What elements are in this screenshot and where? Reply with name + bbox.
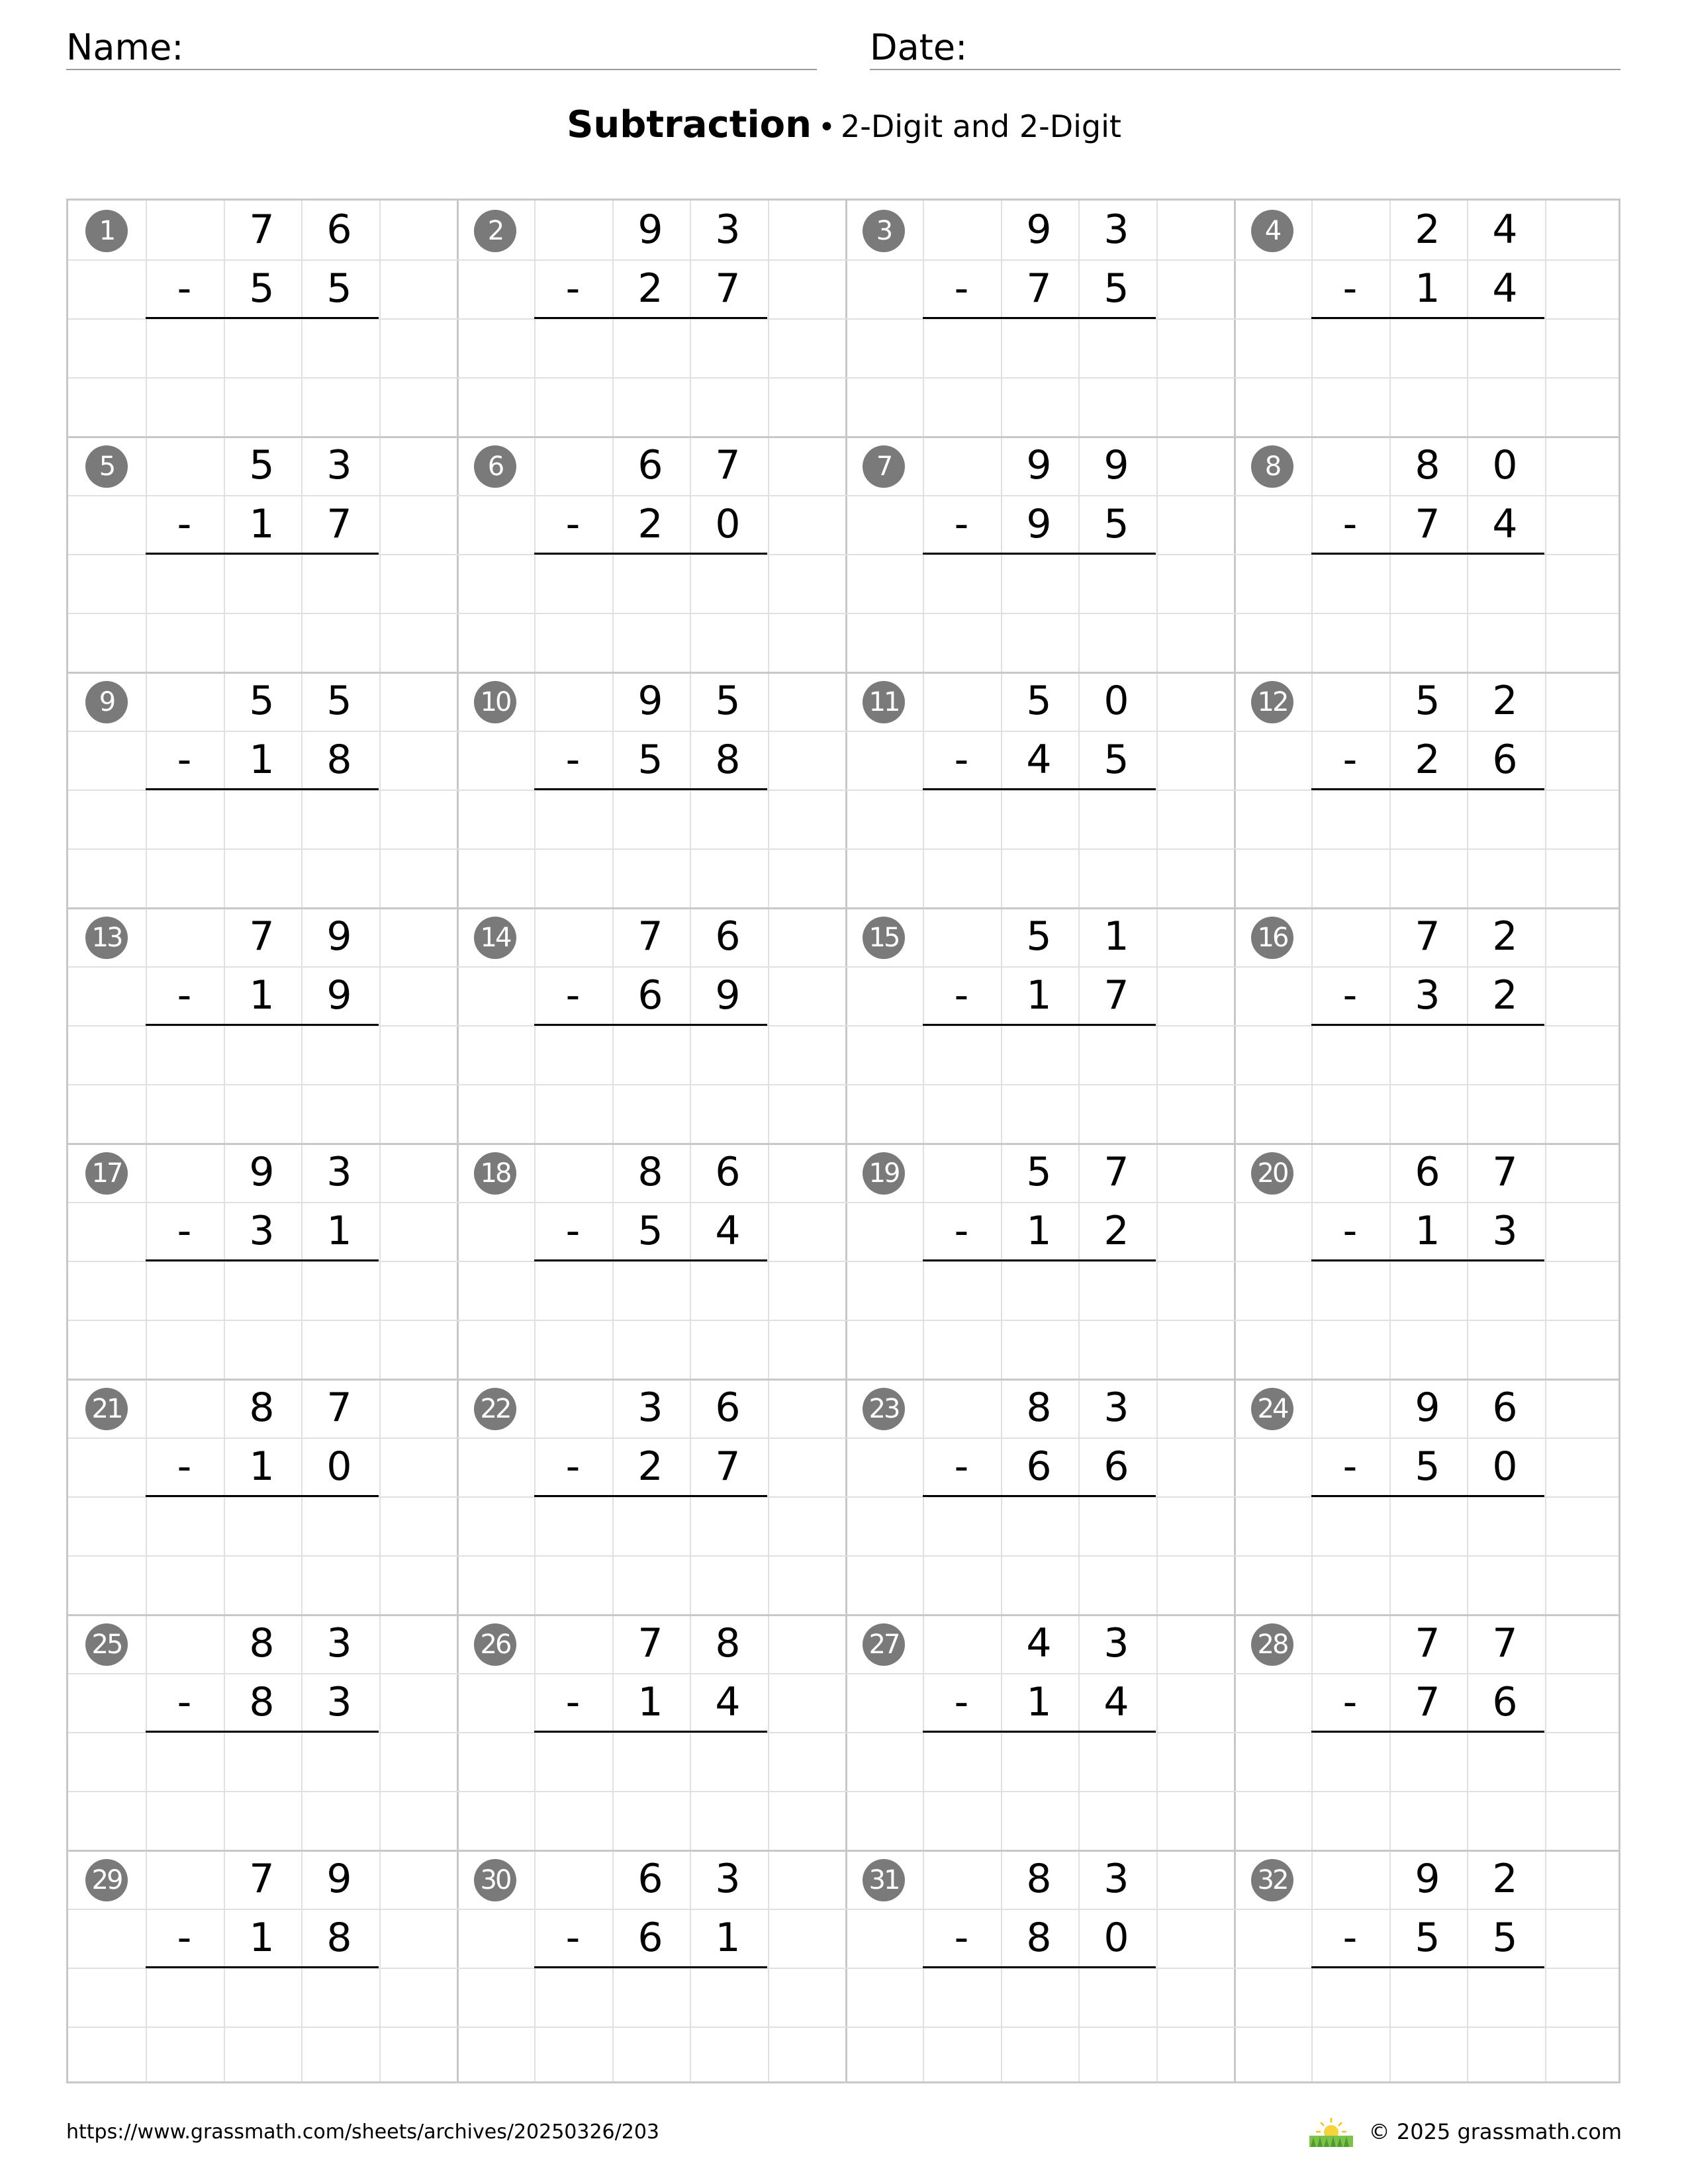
subtrahend-tens-digit: 2 — [1415, 737, 1440, 783]
minuend-ones-digit: 3 — [1103, 1620, 1129, 1666]
subtrahend-tens-digit: 1 — [249, 1443, 275, 1490]
minus-sign: - — [954, 501, 969, 547]
subtrahend-tens-digit: 7 — [1026, 265, 1052, 312]
minuend-tens-digit: 6 — [637, 1856, 663, 1902]
subtrahend-ones-digit: 0 — [1492, 1443, 1518, 1490]
subtrahend-ones-digit: 0 — [1103, 1915, 1129, 1961]
subtrahend-ones-digit: 9 — [715, 972, 741, 1019]
answer-line — [146, 788, 379, 790]
subtrahend-ones-digit: 4 — [715, 1679, 741, 1725]
minuend-ones-digit: 9 — [1103, 442, 1129, 488]
name-label: Name: — [66, 26, 184, 68]
minus-sign: - — [565, 265, 581, 312]
subtrahend-tens-digit: 5 — [249, 265, 275, 312]
subtrahend-tens-digit: 1 — [249, 501, 275, 547]
subtrahend-ones-digit: 7 — [715, 265, 741, 312]
answer-line — [146, 1495, 379, 1497]
subtrahend-tens-digit: 2 — [637, 501, 663, 547]
problem — [457, 1850, 845, 2085]
subtrahend-ones-digit: 1 — [715, 1915, 741, 1961]
minuend-ones-digit: 7 — [715, 442, 741, 488]
minuend-ones-digit: 6 — [1492, 1385, 1518, 1431]
problem-number-badge: 18 — [474, 1152, 516, 1195]
problem-number-badge: 10 — [474, 681, 516, 723]
minus-sign: - — [565, 1443, 581, 1490]
problem — [1234, 672, 1622, 907]
minuend-ones-digit: 5 — [326, 678, 352, 724]
problem-number-badge: 25 — [85, 1623, 128, 1666]
subtrahend-tens-digit: 5 — [1415, 1915, 1440, 1961]
copyright: © 2025 grassmath.com — [1368, 2119, 1622, 2144]
subtrahend-ones-digit: 1 — [326, 1208, 352, 1254]
answer-line — [146, 317, 379, 319]
minuend-tens-digit: 9 — [1415, 1856, 1440, 1902]
minuend-ones-digit: 6 — [715, 1385, 741, 1431]
minus-sign: - — [954, 737, 969, 783]
problem — [1234, 1614, 1622, 1850]
minus-sign: - — [1342, 265, 1358, 312]
minuend-ones-digit: 7 — [326, 1385, 352, 1431]
subtrahend-ones-digit: 7 — [326, 501, 352, 547]
minuend-tens-digit: 2 — [1415, 206, 1440, 253]
problem — [1234, 1379, 1622, 1614]
minus-sign: - — [177, 1915, 192, 1961]
minuend-ones-digit: 3 — [715, 206, 741, 253]
problem — [68, 907, 457, 1143]
name-field[interactable] — [66, 24, 817, 70]
subtrahend-tens-digit: 1 — [1415, 265, 1440, 312]
minuend-tens-digit: 7 — [1415, 913, 1440, 960]
subtrahend-tens-digit: 1 — [249, 1915, 275, 1961]
problem — [457, 1143, 845, 1379]
minuend-tens-digit: 5 — [1026, 913, 1052, 960]
minus-sign: - — [177, 737, 192, 783]
subtrahend-ones-digit: 5 — [1103, 265, 1129, 312]
minuend-tens-digit: 9 — [1026, 442, 1052, 488]
answer-line — [1311, 788, 1544, 790]
subtrahend-tens-digit: 8 — [1026, 1915, 1052, 1961]
minus-sign: - — [1342, 1208, 1358, 1254]
problem-number-badge: 9 — [85, 681, 128, 723]
answer-line — [923, 788, 1156, 790]
answer-line — [923, 1259, 1156, 1261]
minus-sign: - — [1342, 1679, 1358, 1725]
minuend-tens-digit: 5 — [1415, 678, 1440, 724]
subtrahend-ones-digit: 5 — [1103, 737, 1129, 783]
problem-number-badge: 3 — [863, 210, 905, 252]
subtrahend-ones-digit: 6 — [1492, 737, 1518, 783]
problem-number-badge: 28 — [1251, 1623, 1293, 1666]
minuend-ones-digit: 3 — [1103, 1856, 1129, 1902]
subtrahend-tens-digit: 2 — [637, 1443, 663, 1490]
subtrahend-tens-digit: 1 — [1415, 1208, 1440, 1254]
subtrahend-tens-digit: 6 — [637, 972, 663, 1019]
minus-sign: - — [565, 1208, 581, 1254]
worksheet-title — [0, 103, 1688, 146]
minuend-ones-digit: 6 — [326, 206, 352, 253]
problem-number-badge: 6 — [474, 445, 516, 488]
problem — [68, 436, 457, 672]
problem-number-badge: 31 — [863, 1859, 905, 1901]
minus-sign: - — [954, 1915, 969, 1961]
answer-line — [923, 317, 1156, 319]
minuend-ones-digit: 3 — [715, 1856, 741, 1902]
subtrahend-tens-digit: 7 — [1415, 501, 1440, 547]
answer-line — [146, 1731, 379, 1733]
problem — [457, 436, 845, 672]
problem — [845, 1143, 1234, 1379]
subtrahend-tens-digit: 6 — [637, 1915, 663, 1961]
problem — [457, 1614, 845, 1850]
problem-number-badge: 13 — [85, 917, 128, 959]
subtrahend-ones-digit: 0 — [326, 1443, 352, 1490]
problem-number-badge: 20 — [1251, 1152, 1293, 1195]
minuend-tens-digit: 9 — [637, 206, 663, 253]
minuend-tens-digit: 5 — [249, 678, 275, 724]
subtrahend-ones-digit: 3 — [1492, 1208, 1518, 1254]
problem — [845, 436, 1234, 672]
minuend-ones-digit: 3 — [326, 1620, 352, 1666]
minus-sign: - — [954, 1208, 969, 1254]
minuend-tens-digit: 5 — [249, 442, 275, 488]
subtrahend-ones-digit: 8 — [715, 737, 741, 783]
problem-number-badge: 7 — [863, 445, 905, 488]
minus-sign: - — [1342, 501, 1358, 547]
answer-line — [1311, 1024, 1544, 1026]
subtrahend-ones-digit: 9 — [326, 972, 352, 1019]
minus-sign: - — [954, 1443, 969, 1490]
problem-number-badge: 11 — [863, 681, 905, 723]
problem — [457, 1379, 845, 1614]
minuend-ones-digit: 2 — [1492, 1856, 1518, 1902]
problem-number-badge: 32 — [1251, 1859, 1293, 1901]
minuend-ones-digit: 9 — [326, 1856, 352, 1902]
minus-sign: - — [565, 501, 581, 547]
subtrahend-ones-digit: 8 — [326, 737, 352, 783]
title-main: Subtraction — [567, 103, 812, 146]
problem — [68, 672, 457, 907]
answer-line — [923, 1024, 1156, 1026]
answer-line — [534, 788, 767, 790]
answer-line — [923, 1495, 1156, 1497]
problem — [68, 201, 457, 436]
problem-number-badge: 17 — [85, 1152, 128, 1195]
subtrahend-tens-digit: 5 — [637, 1208, 663, 1254]
subtrahend-ones-digit: 2 — [1103, 1208, 1129, 1254]
subtrahend-ones-digit: 3 — [326, 1679, 352, 1725]
problem-number-badge: 8 — [1251, 445, 1293, 488]
minus-sign: - — [177, 972, 192, 1019]
problem-number-badge: 30 — [474, 1859, 516, 1901]
minuend-tens-digit: 7 — [637, 913, 663, 960]
subtrahend-tens-digit: 1 — [1026, 1679, 1052, 1725]
subtrahend-ones-digit: 8 — [326, 1915, 352, 1961]
footer-url: https://www.grassmath.com/sheets/archives/20250326/203 — [66, 2120, 660, 2144]
minuend-tens-digit: 7 — [1415, 1620, 1440, 1666]
problem — [1234, 436, 1622, 672]
subtrahend-ones-digit: 6 — [1492, 1679, 1518, 1725]
problem — [68, 1614, 457, 1850]
minuend-tens-digit: 7 — [249, 913, 275, 960]
subtrahend-tens-digit: 8 — [249, 1679, 275, 1725]
subtrahend-ones-digit: 4 — [1103, 1679, 1129, 1725]
problem-number-badge: 24 — [1251, 1388, 1293, 1430]
minuend-tens-digit: 6 — [1415, 1149, 1440, 1195]
minuend-tens-digit: 8 — [1026, 1856, 1052, 1902]
subtrahend-tens-digit: 1 — [637, 1679, 663, 1725]
problem-number-badge: 27 — [863, 1623, 905, 1666]
title-separator: • — [818, 111, 835, 144]
problem-number-badge: 19 — [863, 1152, 905, 1195]
minuend-ones-digit: 6 — [715, 1149, 741, 1195]
answer-line — [534, 553, 767, 555]
minus-sign: - — [177, 1443, 192, 1490]
minuend-ones-digit: 9 — [326, 913, 352, 960]
answer-line — [146, 1024, 379, 1026]
problem — [68, 1143, 457, 1379]
answer-line — [534, 1024, 767, 1026]
minus-sign: - — [565, 1915, 581, 1961]
problem — [68, 1850, 457, 2085]
problem-number-badge: 5 — [85, 445, 128, 488]
minuend-ones-digit: 3 — [1103, 206, 1129, 253]
minuend-ones-digit: 0 — [1492, 442, 1518, 488]
answer-line — [534, 1259, 767, 1261]
minuend-tens-digit: 9 — [637, 678, 663, 724]
problem — [845, 1379, 1234, 1614]
subtrahend-tens-digit: 1 — [249, 972, 275, 1019]
minus-sign: - — [954, 265, 969, 312]
problem-number-badge: 14 — [474, 917, 516, 959]
minuend-ones-digit: 7 — [1103, 1149, 1129, 1195]
minuend-ones-digit: 1 — [1103, 913, 1129, 960]
subtrahend-tens-digit: 4 — [1026, 737, 1052, 783]
subtrahend-ones-digit: 5 — [1492, 1915, 1518, 1961]
problem — [1234, 1143, 1622, 1379]
footer-brand — [1308, 2115, 1622, 2148]
subtrahend-ones-digit: 0 — [715, 501, 741, 547]
minuend-ones-digit: 2 — [1492, 913, 1518, 960]
answer-line — [534, 1966, 767, 1968]
problem-number-badge: 2 — [474, 210, 516, 252]
minuend-tens-digit: 8 — [249, 1620, 275, 1666]
answer-line — [923, 1966, 1156, 1968]
answer-line — [1311, 317, 1544, 319]
subtrahend-ones-digit: 2 — [1492, 972, 1518, 1019]
minuend-tens-digit: 5 — [1026, 678, 1052, 724]
problem — [457, 907, 845, 1143]
minus-sign: - — [177, 265, 192, 312]
minus-sign: - — [565, 972, 581, 1019]
minus-sign: - — [954, 1679, 969, 1725]
minuend-tens-digit: 9 — [1415, 1385, 1440, 1431]
problem-number-badge: 21 — [85, 1388, 128, 1430]
problem-number-badge: 23 — [863, 1388, 905, 1430]
subtrahend-tens-digit: 6 — [1026, 1443, 1052, 1490]
answer-line — [534, 317, 767, 319]
minuend-tens-digit: 4 — [1026, 1620, 1052, 1666]
minuend-ones-digit: 8 — [715, 1620, 741, 1666]
problem — [457, 201, 845, 436]
minuend-tens-digit: 9 — [1026, 206, 1052, 253]
problem-number-badge: 26 — [474, 1623, 516, 1666]
minuend-tens-digit: 6 — [637, 442, 663, 488]
minus-sign: - — [177, 501, 192, 547]
minus-sign: - — [565, 1679, 581, 1725]
answer-line — [146, 1259, 379, 1261]
problem-number-badge: 16 — [1251, 917, 1293, 959]
subtrahend-ones-digit: 5 — [326, 265, 352, 312]
subtrahend-ones-digit: 7 — [715, 1443, 741, 1490]
minuend-tens-digit: 9 — [249, 1149, 275, 1195]
answer-line — [1311, 1259, 1544, 1261]
minuend-tens-digit: 5 — [1026, 1149, 1052, 1195]
grass-sun-logo-icon — [1308, 2115, 1354, 2148]
minuend-ones-digit: 7 — [1492, 1149, 1518, 1195]
problem-number-badge: 22 — [474, 1388, 516, 1430]
problem — [68, 1379, 457, 1614]
problem — [1234, 201, 1622, 436]
minuend-ones-digit: 3 — [1103, 1385, 1129, 1431]
subtrahend-ones-digit: 4 — [715, 1208, 741, 1254]
minus-sign: - — [954, 972, 969, 1019]
problem — [845, 1850, 1234, 2085]
date-field[interactable] — [870, 24, 1620, 70]
minuend-tens-digit: 8 — [1415, 442, 1440, 488]
subtrahend-tens-digit: 5 — [1415, 1443, 1440, 1490]
minuend-tens-digit: 7 — [249, 206, 275, 253]
minus-sign: - — [1342, 1915, 1358, 1961]
problem — [457, 672, 845, 907]
subtrahend-tens-digit: 1 — [1026, 972, 1052, 1019]
problem — [845, 672, 1234, 907]
minus-sign: - — [1342, 1443, 1358, 1490]
subtrahend-ones-digit: 4 — [1492, 501, 1518, 547]
problem-number-badge: 12 — [1251, 681, 1293, 723]
minuend-tens-digit: 8 — [249, 1385, 275, 1431]
subtrahend-ones-digit: 5 — [1103, 501, 1129, 547]
minuend-ones-digit: 7 — [1492, 1620, 1518, 1666]
minuend-ones-digit: 3 — [326, 1149, 352, 1195]
problem-number-badge: 15 — [863, 917, 905, 959]
subtrahend-ones-digit: 7 — [1103, 972, 1129, 1019]
subtrahend-ones-digit: 6 — [1103, 1443, 1129, 1490]
answer-line — [146, 1966, 379, 1968]
date-label: Date: — [870, 26, 968, 68]
subtrahend-tens-digit: 1 — [249, 737, 275, 783]
problem — [845, 201, 1234, 436]
minuend-tens-digit: 3 — [637, 1385, 663, 1431]
minuend-ones-digit: 2 — [1492, 678, 1518, 724]
problem — [845, 1614, 1234, 1850]
subtrahend-tens-digit: 9 — [1026, 501, 1052, 547]
answer-line — [1311, 1966, 1544, 1968]
minuend-ones-digit: 0 — [1103, 678, 1129, 724]
answer-line — [923, 1731, 1156, 1733]
minus-sign: - — [565, 737, 581, 783]
subtrahend-tens-digit: 3 — [249, 1208, 275, 1254]
subtrahend-tens-digit: 7 — [1415, 1679, 1440, 1725]
minuend-tens-digit: 8 — [1026, 1385, 1052, 1431]
minuend-ones-digit: 4 — [1492, 206, 1518, 253]
subtrahend-tens-digit: 2 — [637, 265, 663, 312]
subtrahend-tens-digit: 3 — [1415, 972, 1440, 1019]
minuend-tens-digit: 8 — [637, 1149, 663, 1195]
problem-number-badge: 1 — [85, 210, 128, 252]
problem-grid — [66, 199, 1620, 2083]
subtrahend-tens-digit: 1 — [1026, 1208, 1052, 1254]
problem — [845, 907, 1234, 1143]
answer-line — [534, 1495, 767, 1497]
minus-sign: - — [1342, 972, 1358, 1019]
minus-sign: - — [177, 1679, 192, 1725]
answer-line — [1311, 1731, 1544, 1733]
problem-number-badge: 4 — [1251, 210, 1293, 252]
minuend-tens-digit: 7 — [249, 1856, 275, 1902]
problem-number-badge: 29 — [85, 1859, 128, 1901]
problem — [1234, 907, 1622, 1143]
minuend-tens-digit: 7 — [637, 1620, 663, 1666]
answer-line — [1311, 1495, 1544, 1497]
problem — [1234, 1850, 1622, 2085]
minuend-ones-digit: 5 — [715, 678, 741, 724]
title-subtitle: 2-Digit and 2-Digit — [840, 109, 1121, 144]
answer-line — [1311, 553, 1544, 555]
answer-line — [534, 1731, 767, 1733]
minuend-ones-digit: 3 — [326, 442, 352, 488]
minuend-ones-digit: 6 — [715, 913, 741, 960]
answer-line — [146, 553, 379, 555]
subtrahend-tens-digit: 5 — [637, 737, 663, 783]
minus-sign: - — [177, 1208, 192, 1254]
answer-line — [923, 553, 1156, 555]
subtrahend-ones-digit: 4 — [1492, 265, 1518, 312]
minus-sign: - — [1342, 737, 1358, 783]
